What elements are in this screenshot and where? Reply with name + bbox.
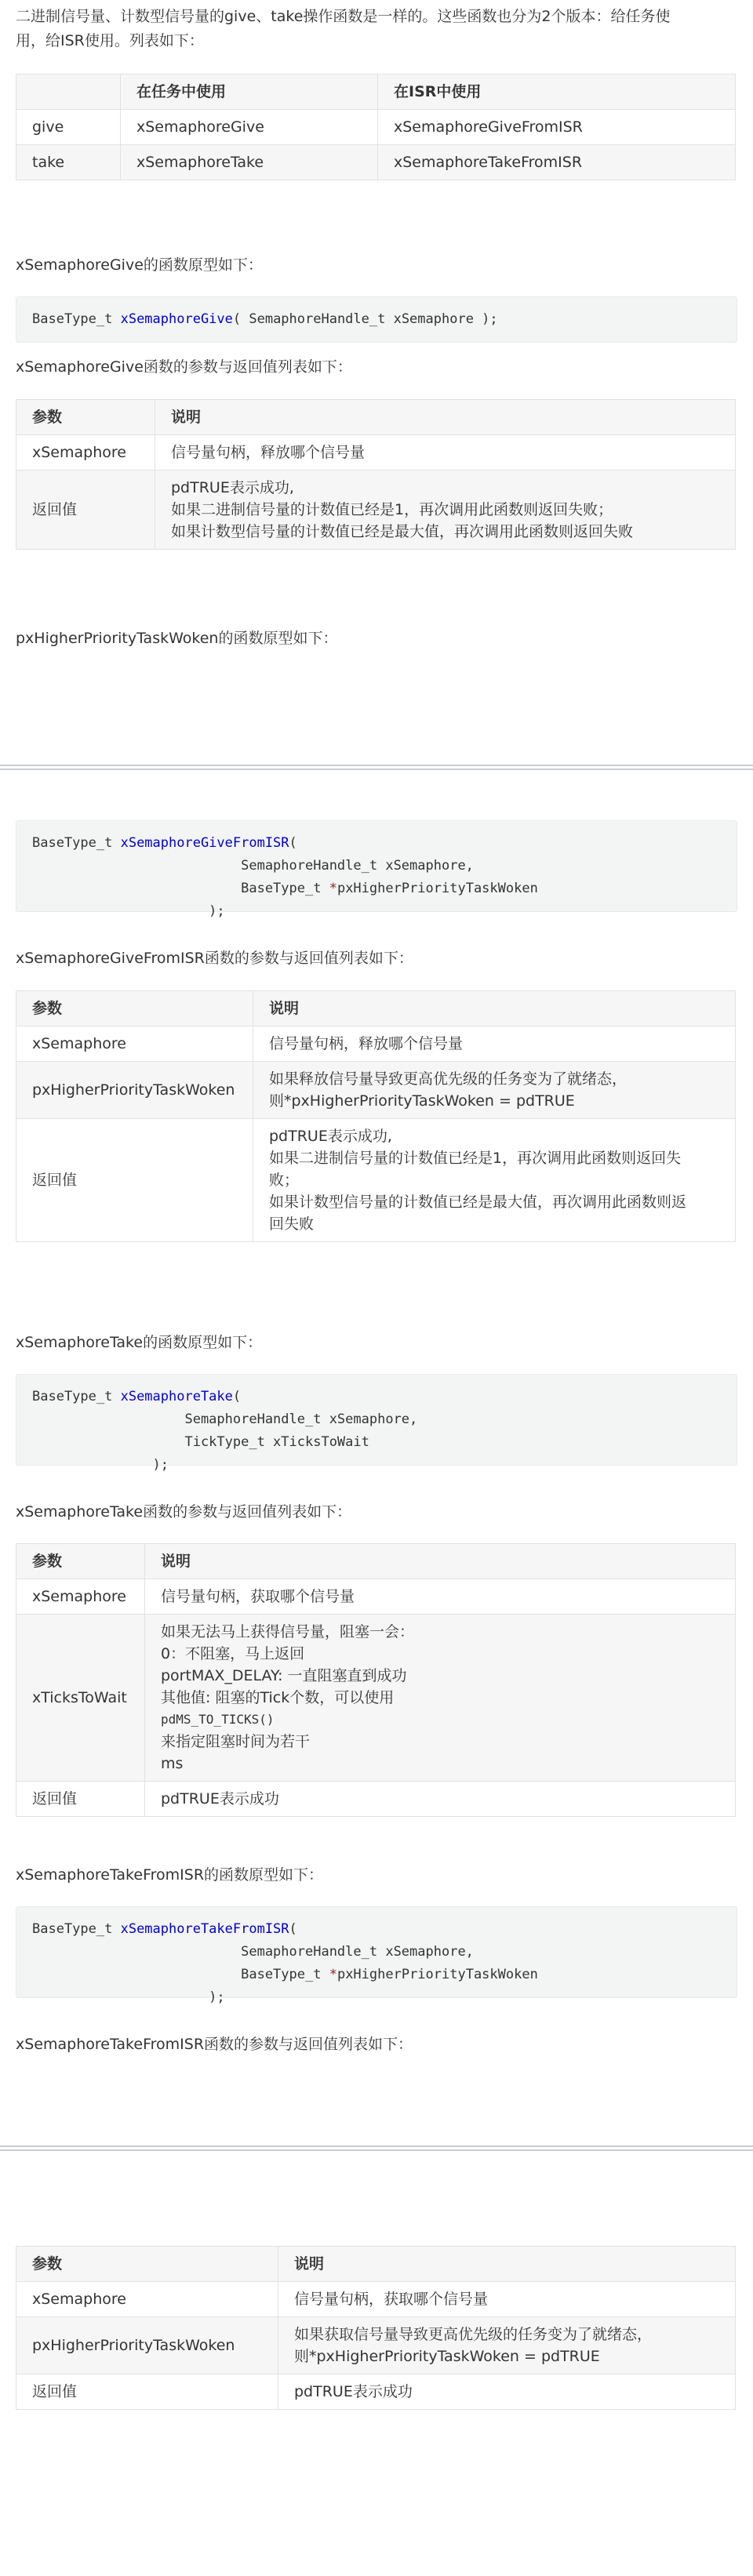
take-params-intro: xSemaphoreTake函数的参数与返回值列表如下： (16, 1503, 352, 1521)
code-text: BaseType_t (32, 1389, 121, 1404)
code-text: BaseType_t (32, 311, 121, 327)
table-header-cell: 参数 (16, 2247, 278, 2282)
take-isr-params-table (16, 2246, 736, 2410)
table-cell: take (16, 145, 121, 180)
intro-line-2: 用，给ISR使用。列表如下： (16, 32, 204, 49)
code-text: pxHigherPriorityTaskWoken (336, 1967, 538, 1982)
table-row (16, 1119, 736, 1242)
desc-line: 如果二进制信号量的计数值已经是1，再次调用此函数则返回失败； (171, 501, 613, 518)
param-desc-cell (253, 1119, 736, 1242)
code-text: ); (152, 1457, 169, 1473)
desc-line: 败； (269, 1172, 300, 1189)
desc-text: 其他值: 阻塞的Tick个数，可以使用 (161, 1689, 395, 1706)
give-params-intro: xSemaphoreGive函数的参数与返回值列表如下： (16, 358, 352, 376)
inline-code: pdMS_TO_TICKS() (161, 1712, 275, 1727)
give-isr-code-block (16, 820, 737, 919)
param-name-cell: 返回值 (16, 1119, 253, 1242)
table-row (16, 2282, 736, 2317)
code-text: ( (289, 835, 297, 851)
table-header-cell: 说明 (253, 991, 736, 1026)
code-text: ); (209, 903, 225, 919)
table-cell: xSemaphoreGiveFromISR (378, 110, 736, 145)
table-header-cell: 说明 (145, 1544, 736, 1579)
table-header-cell: 参数 (16, 991, 253, 1026)
table-row (16, 145, 736, 180)
give-isr-params-table (16, 990, 736, 1242)
param-name-cell: xSemaphore (16, 2282, 278, 2317)
give-prototype-intro: xSemaphoreGive的函数原型如下： (16, 256, 263, 274)
take-prototype-intro: xSemaphoreTake的函数原型如下： (16, 1334, 263, 1351)
table-cell: xSemaphoreTake (121, 145, 378, 180)
param-name-cell: 返回值 (16, 2374, 278, 2410)
desc-line: 如果获取信号量导致更高优先级的任务变为了就绪态， (294, 2326, 653, 2343)
section-divider (0, 2145, 753, 2151)
table-header-cell: 参数 (16, 400, 155, 435)
param-desc-cell: 信号量句柄，释放哪个信号量 (253, 1026, 736, 1062)
param-desc-cell (253, 1062, 736, 1119)
desc-line: 如果计数型信号量的计数值已经是最大值，再次调用此函数则返 (269, 1194, 687, 1211)
table-header-cell: 在任务中使用 (121, 74, 378, 110)
param-desc-cell (145, 1615, 736, 1782)
intro-paragraph (16, 5, 736, 53)
code-function-name: xSemaphoreTake (120, 1389, 233, 1404)
code-function-name: xSemaphoreGive (120, 311, 233, 327)
code-text: ( SemaphoreHandle_t xSemaphore ); (232, 311, 498, 327)
code-operator: * (329, 1967, 337, 1982)
table-row (16, 435, 736, 471)
desc-line: 0：不阻塞，马上返回 (161, 1645, 305, 1662)
take-isr-prototype-intro: xSemaphoreTakeFromISR的函数原型如下： (16, 1866, 324, 1884)
desc-line: portMAX_DELAY: 一直阻塞直到成功 (161, 1667, 407, 1684)
param-desc-cell: 信号量句柄，释放哪个信号量 (155, 435, 736, 471)
param-name-cell: pxHigherPriorityTaskWoken (16, 1062, 253, 1119)
table-cell: give (16, 110, 121, 145)
param-desc-cell (155, 471, 736, 550)
code-text: SemaphoreHandle_t xSemaphore, (241, 1944, 474, 1960)
desc-line: 如果释放信号量导致更高优先级的任务变为了就绪态， (269, 1070, 628, 1088)
code-function-name: xSemaphoreGiveFromISR (120, 835, 289, 851)
code-text: ); (209, 1989, 225, 2005)
take-code-block (16, 1374, 737, 1473)
desc-line: 则*pxHigherPriorityTaskWoken = pdTRUE (269, 1092, 575, 1110)
give-isr-params-intro: xSemaphoreGiveFromISR函数的参数与返回值列表如下： (16, 950, 413, 967)
table-header-row (16, 400, 736, 435)
desc-line: 则*pxHigherPriorityTaskWoken = pdTRUE (294, 2348, 600, 2365)
desc-line: pdTRUE表示成功, (269, 1128, 392, 1145)
take-params-table (16, 1543, 736, 1817)
table-header-row (16, 74, 736, 110)
code-text: ( (232, 1389, 242, 1404)
give-code-block (16, 296, 737, 343)
table-row (16, 1782, 736, 1817)
table-row (16, 1615, 736, 1782)
table-row (16, 110, 736, 145)
desc-line: 如果无法马上获得信号量，阻塞一会： (161, 1623, 415, 1640)
code-operator: * (329, 881, 337, 896)
code-text: BaseType_t (241, 881, 329, 896)
code-text: ( (289, 1921, 297, 1937)
desc-line: 回失败 (269, 1215, 315, 1233)
code-text: BaseType_t (32, 1921, 121, 1937)
table-row (16, 1026, 736, 1062)
section-divider (0, 765, 753, 770)
code-text: SemaphoreHandle_t xSemaphore, (184, 1412, 418, 1427)
table-cell: xSemaphoreGive (121, 110, 378, 145)
param-name-cell: 返回值 (16, 471, 155, 550)
desc-line: ms (161, 1755, 184, 1772)
desc-line: pdTRUE表示成功, (171, 479, 294, 496)
table-header-row (16, 1544, 736, 1579)
param-desc-cell: pdTRUE表示成功 (145, 1782, 736, 1817)
table-header-cell: 说明 (278, 2247, 736, 2282)
table-header-cell: 说明 (155, 400, 736, 435)
param-desc-cell: 信号量句柄，获取哪个信号量 (278, 2282, 736, 2317)
table-header-cell (16, 74, 121, 110)
code-text: TickType_t xTicksToWait (184, 1434, 369, 1450)
desc-line: 如果二进制信号量的计数值已经是1，再次调用此函数则返回失 (269, 1150, 682, 1167)
code-text: BaseType_t (32, 835, 121, 851)
param-name-cell: xSemaphore (16, 1026, 253, 1062)
param-name-cell: pxHigherPriorityTaskWoken (16, 2317, 278, 2374)
desc-line: 如果计数型信号量的计数值已经是最大值，再次调用此函数则返回失败 (171, 523, 634, 540)
table-header-row (16, 991, 736, 1026)
versions-table (16, 74, 736, 180)
table-row (16, 2317, 736, 2374)
code-text: pxHigherPriorityTaskWoken (336, 881, 538, 896)
param-desc-cell (278, 2317, 736, 2374)
table-row (16, 1579, 736, 1615)
give-isr-prototype-intro: pxHigherPriorityTaskWoken的函数原型如下： (16, 630, 338, 647)
intro-line-1: 二进制信号量、计数型信号量的give、take操作函数是一样的。这些函数也分为2个版本：给任务使 (16, 8, 671, 25)
table-cell: xSemaphoreTakeFromISR (378, 145, 736, 180)
param-name-cell: xSemaphore (16, 435, 155, 471)
table-row (16, 2374, 736, 2410)
param-desc-cell: 信号量句柄，获取哪个信号量 (145, 1579, 736, 1615)
code-text: SemaphoreHandle_t xSemaphore, (241, 858, 474, 874)
param-name-cell: xTicksToWait (16, 1615, 145, 1782)
table-header-row (16, 2247, 736, 2282)
code-function-name: xSemaphoreTakeFromISR (120, 1921, 289, 1937)
param-desc-cell: pdTRUE表示成功 (278, 2374, 736, 2410)
table-row (16, 471, 736, 550)
table-header-cell: 参数 (16, 1544, 145, 1579)
table-header-cell: 在ISR中使用 (378, 74, 736, 110)
desc-text: 来指定阻塞时间为若干 (161, 1733, 311, 1750)
desc-line (161, 1687, 719, 1753)
code-text: BaseType_t (241, 1967, 329, 1982)
take-isr-code-block (16, 1906, 737, 2005)
param-name-cell: xSemaphore (16, 1579, 145, 1615)
table-row (16, 1062, 736, 1119)
give-params-table (16, 399, 736, 550)
take-isr-params-intro: xSemaphoreTakeFromISR函数的参数与返回值列表如下： (16, 2036, 413, 2053)
param-name-cell: 返回值 (16, 1782, 145, 1817)
